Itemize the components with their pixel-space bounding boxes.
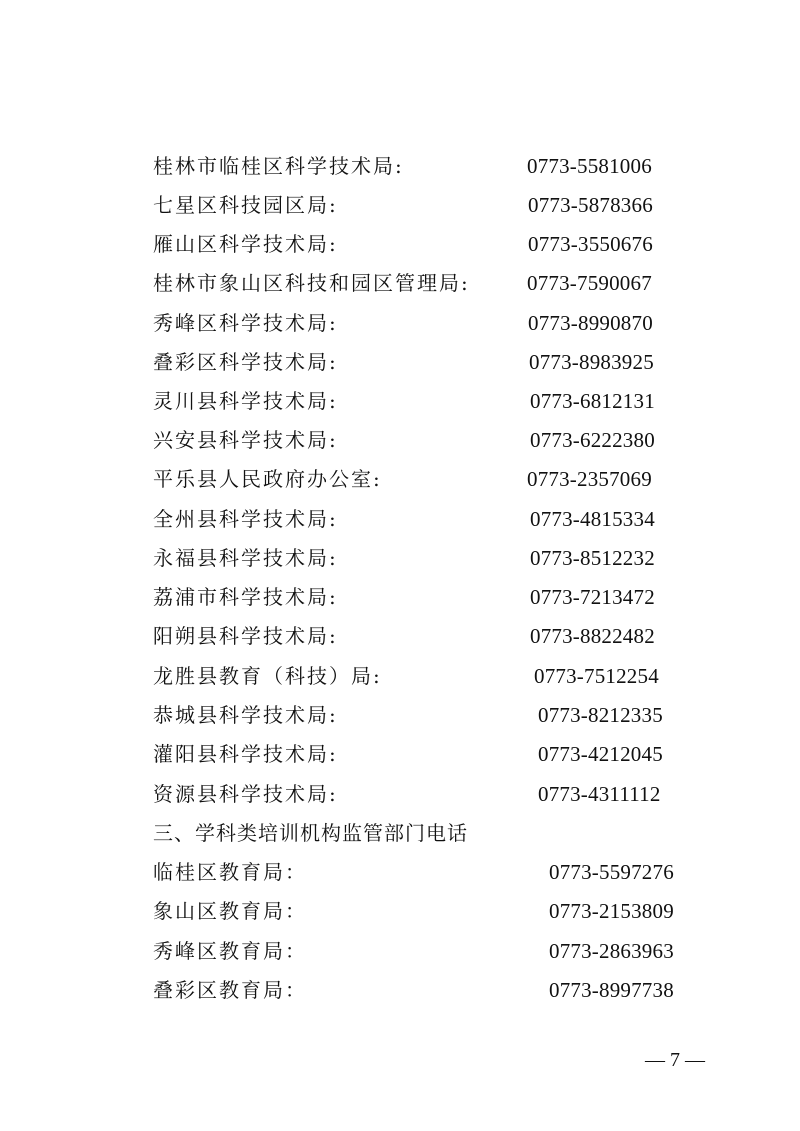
agency-name: 阳朔县科学技术局: [153,624,338,648]
phone-number: 0773-4212045 [538,742,663,766]
phone-number: 0773-8512232 [530,546,655,570]
phone-number: 0773-2153809 [549,899,674,923]
agency-name: 灵川县科学技术局: [153,389,338,413]
section-heading: 三、学科类培训机构监管部门电话 [153,821,468,845]
agency-name: 桂林市临桂区科学技术局: [153,154,404,178]
phone-number: 0773-7512254 [534,664,659,688]
phone-number: 0773-8990870 [528,311,653,335]
agency-name: 平乐县人民政府办公室: [153,467,382,491]
phone-number: 0773-4311112 [538,782,661,806]
agency-name: 叠彩区科学技术局: [153,350,338,374]
phone-number: 0773-5878366 [528,193,653,217]
phone-number: 0773-6812131 [530,389,655,413]
agency-name: 叠彩区教育局： [153,978,307,1002]
phone-number: 0773-5597276 [549,860,674,884]
phone-number: 0773-4815334 [530,507,655,531]
agency-name: 全州县科学技术局: [153,507,338,531]
agency-name: 资源县科学技术局: [153,782,338,806]
phone-number: 0773-2357069 [527,467,652,491]
phone-number: 0773-7590067 [527,271,652,295]
agency-name: 兴安县科学技术局: [153,428,338,452]
phone-number: 0773-7213472 [530,585,655,609]
phone-number: 0773-3550676 [528,232,653,256]
agency-name: 荔浦市科学技术局: [153,585,338,609]
agency-name: 秀峰区教育局： [153,939,307,963]
phone-number: 0773-2863963 [549,939,674,963]
agency-name: 桂林市象山区科技和园区管理局: [153,271,470,295]
phone-number: 0773-6222380 [530,428,655,452]
agency-name: 秀峰区科学技术局: [153,311,338,335]
phone-number: 0773-8983925 [529,350,654,374]
agency-name: 临桂区教育局： [153,860,307,884]
agency-name: 七星区科技园区局: [153,193,338,217]
phone-number: 0773-5581006 [527,154,652,178]
agency-name: 恭城县科学技术局: [153,703,338,727]
agency-name: 雁山区科学技术局: [153,232,338,256]
agency-name: 永福县科学技术局: [153,546,338,570]
phone-number: 0773-8997738 [549,978,674,1002]
agency-name: 灌阳县科学技术局: [153,742,338,766]
phone-number: 0773-8822482 [530,624,655,648]
agency-name: 象山区教育局： [153,899,307,923]
agency-name: 龙胜县教育（科技）局: [153,664,382,688]
phone-number: 0773-8212335 [538,703,663,727]
page-number: — 7 — [645,1049,705,1071]
